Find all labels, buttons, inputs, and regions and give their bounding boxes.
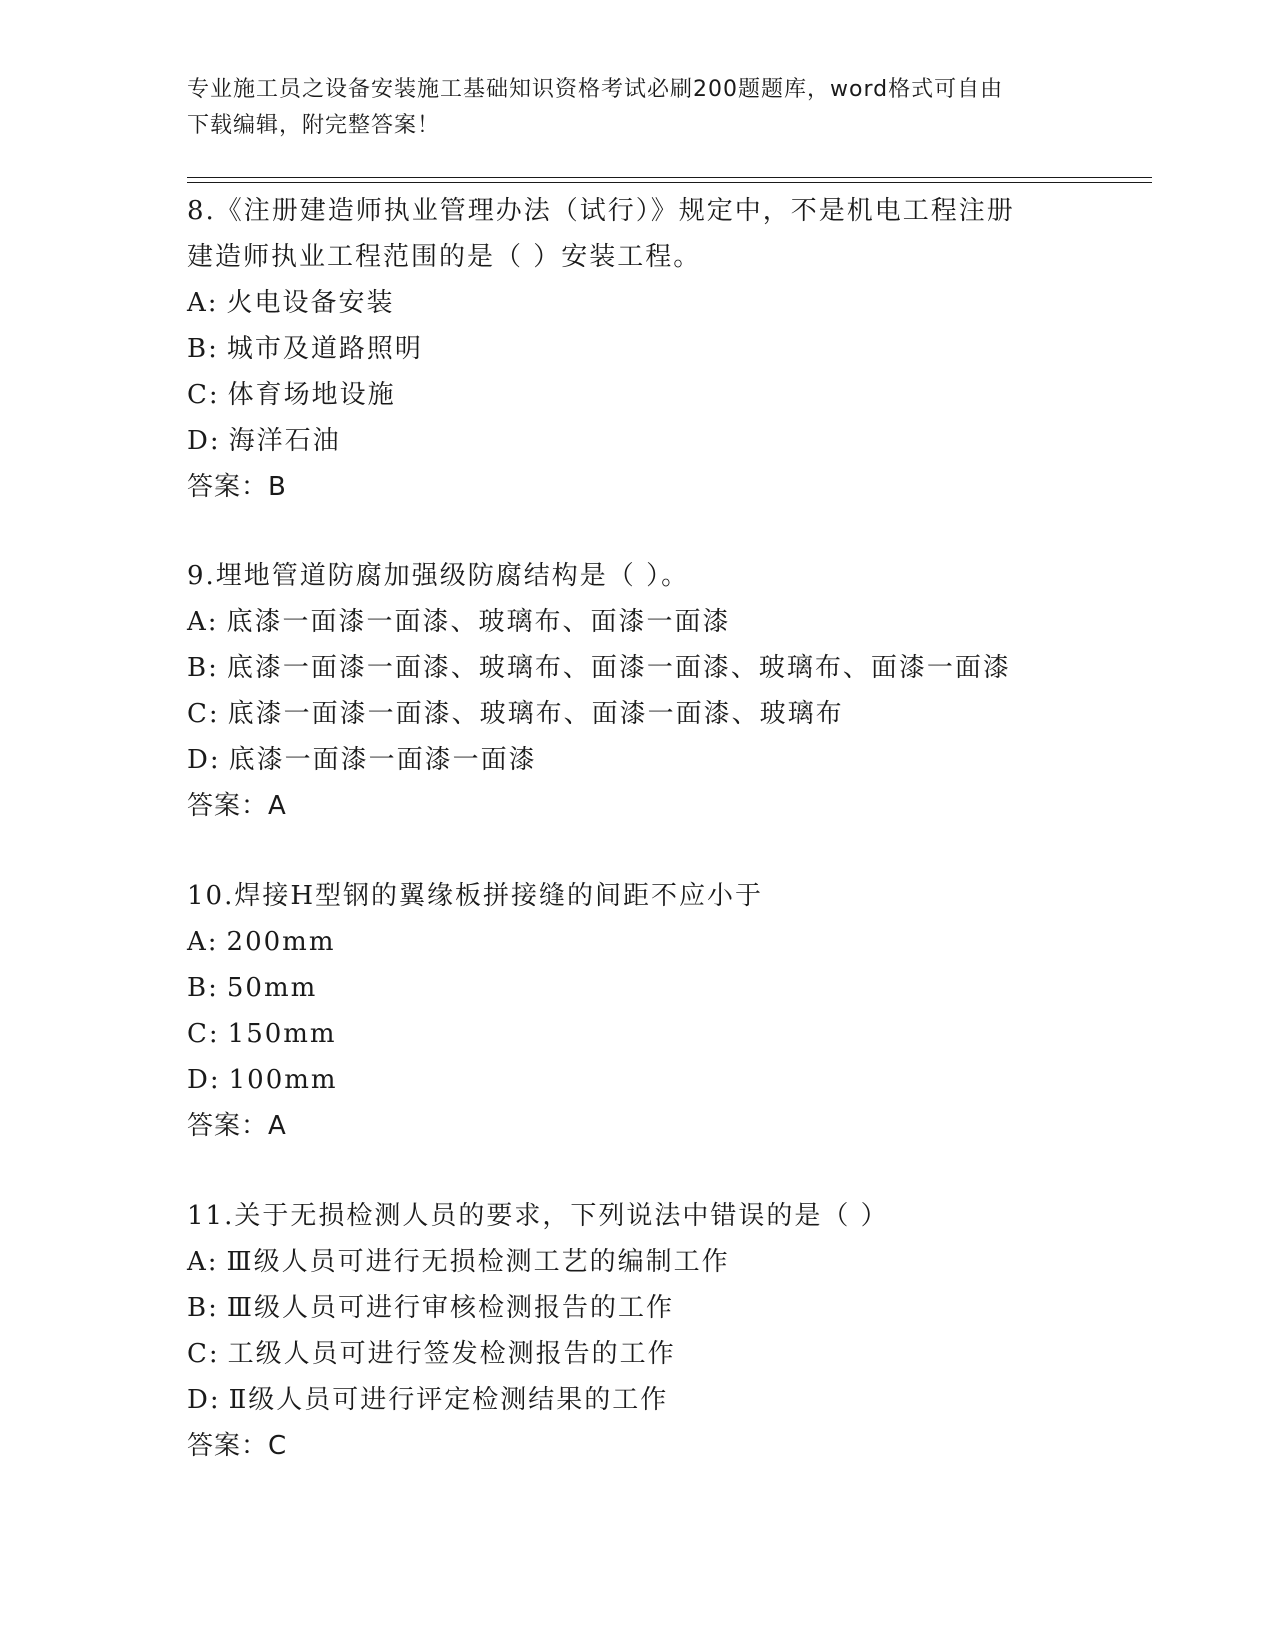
option-a — [187, 280, 1087, 326]
option-text: 底漆一面漆一面漆、玻璃布、面漆一面漆、玻璃布、面漆一面漆 — [226, 653, 1011, 683]
question-10 — [187, 873, 1087, 1149]
option-c — [187, 691, 1087, 737]
question-stem-line: 11.关于无损检测人员的要求，下列说法中错误的是（ ） — [187, 1201, 889, 1231]
option-b — [187, 645, 1087, 691]
option-d — [187, 1377, 1087, 1423]
option-b — [187, 965, 1087, 1011]
option-text: 底漆一面漆一面漆、玻璃布、面漆一面漆 — [226, 607, 731, 637]
header-divider-top — [187, 177, 1152, 178]
option-key: C: — [187, 1339, 220, 1369]
option-text: 工级人员可进行签发检测报告的工作 — [227, 1339, 676, 1369]
option-d — [187, 418, 1087, 464]
question-9 — [187, 553, 1087, 829]
option-key: B: — [187, 973, 219, 1003]
option-key: D: — [187, 426, 221, 456]
answer-line: 答案：B — [187, 472, 287, 502]
option-a — [187, 599, 1087, 645]
option-a — [187, 1239, 1087, 1285]
question-stem-line: 10.焊接H型钢的翼缘板拼接缝的间距不应小于 — [187, 881, 764, 911]
question-stem-line: 9.埋地管道防腐加强级防腐结构是（ ）。 — [187, 561, 690, 591]
option-key: C: — [187, 1019, 220, 1049]
option-text: 100mm — [228, 1065, 338, 1095]
option-key: D: — [187, 745, 221, 775]
option-key: A: — [187, 1247, 219, 1277]
option-text: 200mm — [226, 927, 336, 957]
answer-line: 答案：A — [187, 791, 287, 821]
option-text: 底漆一面漆一面漆、玻璃布、面漆一面漆、玻璃布 — [227, 699, 844, 729]
option-text: 50mm — [226, 973, 318, 1003]
option-text: Ⅲ级人员可进行无损检测工艺的编制工作 — [226, 1247, 730, 1277]
option-key: B: — [187, 1293, 219, 1323]
option-key: B: — [187, 653, 219, 683]
option-b — [187, 326, 1087, 372]
option-d — [187, 737, 1087, 783]
option-key: C: — [187, 699, 220, 729]
option-d — [187, 1057, 1087, 1103]
option-key: A: — [187, 927, 219, 957]
option-text: 火电设备安装 — [226, 288, 395, 318]
header-divider-bottom — [187, 182, 1152, 183]
question-stem-line: 建造师执业工程范围的是（ ）安装工程。 — [187, 242, 702, 272]
option-c — [187, 372, 1087, 418]
question-stem-line: 8.《注册建造师执业管理办法（试行）》规定中，不是机电工程注册 — [187, 196, 1015, 226]
option-a — [187, 919, 1087, 965]
option-text: 体育场地设施 — [227, 380, 396, 410]
header-title-line-1: 专业施工员之设备安装施工基础知识资格考试必刷200题题库，word格式可自由 — [187, 77, 1004, 102]
option-key: D: — [187, 1385, 221, 1415]
answer-line: 答案：C — [187, 1431, 288, 1461]
question-8 — [187, 188, 1087, 510]
option-key: B: — [187, 334, 219, 364]
option-text: 底漆一面漆一面漆一面漆 — [228, 745, 537, 775]
option-text: 海洋石油 — [228, 426, 341, 456]
option-text: 150mm — [227, 1019, 337, 1049]
option-key: A: — [187, 288, 219, 318]
option-key: C: — [187, 380, 220, 410]
document-header — [187, 72, 1067, 144]
option-text: 城市及道路照明 — [226, 334, 423, 364]
header-title-line-2: 下载编辑，附完整答案！ — [187, 113, 441, 138]
option-text: Ⅲ级人员可进行审核检测报告的工作 — [226, 1293, 674, 1323]
option-key: D: — [187, 1065, 221, 1095]
question-11 — [187, 1193, 1087, 1469]
option-b — [187, 1285, 1087, 1331]
option-c — [187, 1011, 1087, 1057]
answer-line: 答案：A — [187, 1111, 287, 1141]
option-key: A: — [187, 607, 219, 637]
option-c — [187, 1331, 1087, 1377]
option-text: Ⅱ级人员可进行评定检测结果的工作 — [228, 1385, 669, 1415]
